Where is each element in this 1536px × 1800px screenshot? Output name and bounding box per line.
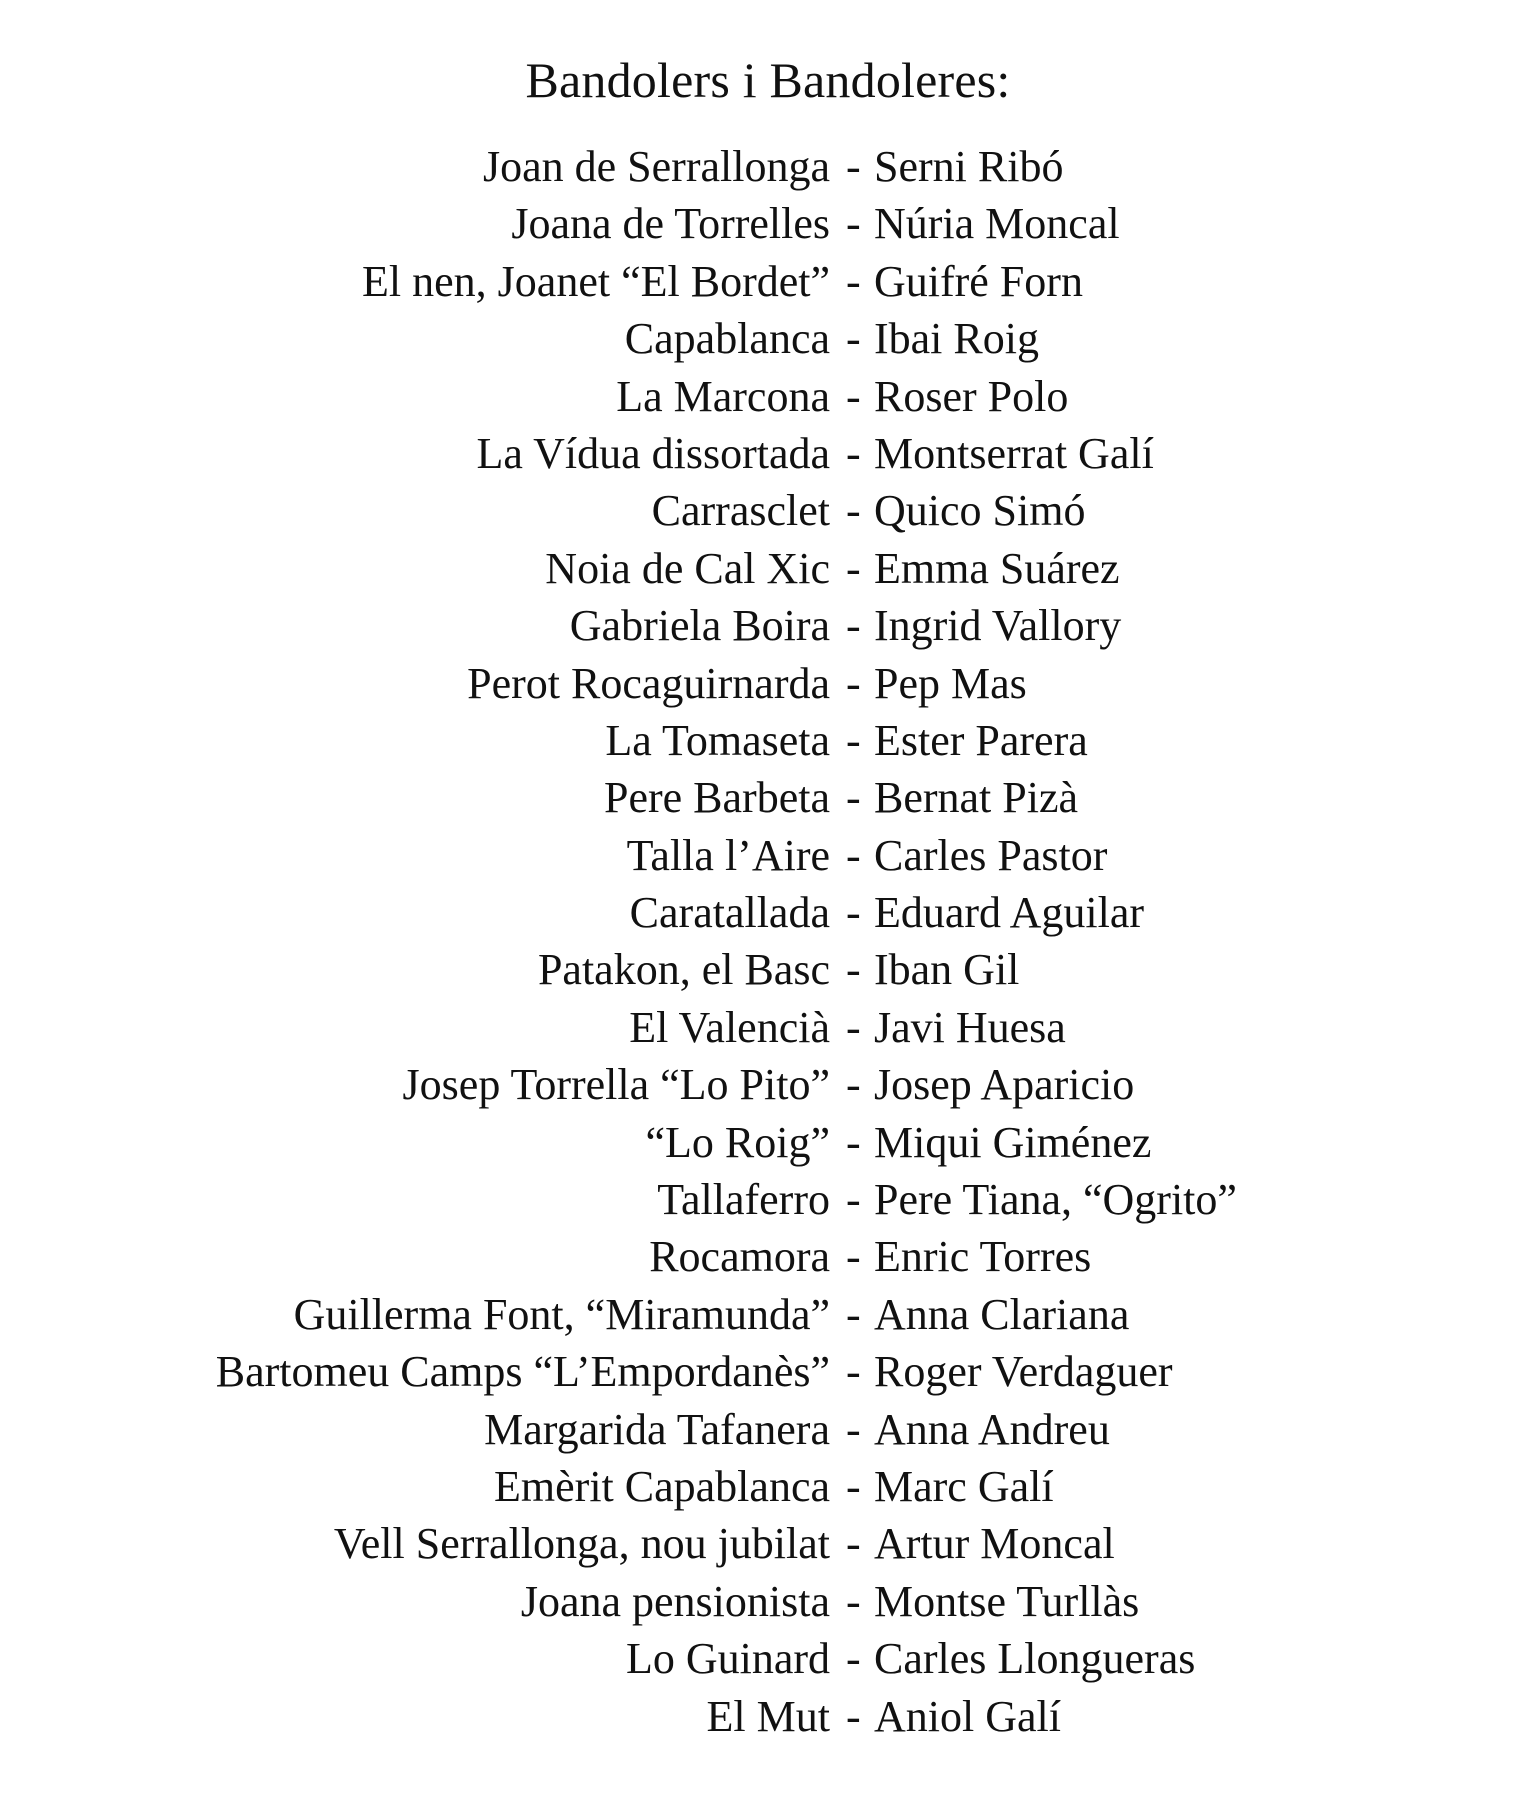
page-title: Bandolers i Bandoleres: (525, 52, 1011, 108)
actor-name: Pep Mas (874, 658, 1027, 708)
cast-row (0, 941, 1536, 998)
role-name: Tallaferro (657, 1175, 830, 1225)
actor-name: Ester Parera (874, 715, 1088, 765)
separator-dash: - (846, 314, 861, 364)
role-name: El Mut (706, 1691, 830, 1741)
separator-dash: - (846, 256, 861, 306)
separator-dash: - (846, 1576, 861, 1626)
actor-name: Serni Ribó (874, 142, 1064, 191)
actor-name: Montse Turllàs (874, 1576, 1140, 1626)
actor-name: Bernat Pizà (874, 773, 1079, 823)
actor-name: Enric Torres (874, 1232, 1092, 1282)
cast-row (0, 1286, 1536, 1343)
cast-row (0, 195, 1536, 252)
role-name: “Lo Roig” (645, 1117, 830, 1167)
cast-row (0, 482, 1536, 539)
actor-name: Iban Gil (874, 945, 1020, 995)
actor-name: Ibai Roig (874, 314, 1039, 364)
cast-row (0, 1343, 1536, 1400)
role-name: Talla l’Aire (626, 830, 830, 880)
cast-row (0, 884, 1536, 941)
cast-row (0, 1515, 1536, 1572)
actor-name: Anna Clariana (874, 1289, 1130, 1339)
actor-name: Carles Llongueras (874, 1634, 1196, 1684)
cast-row (0, 310, 1536, 367)
cast-row (0, 1056, 1536, 1113)
separator-dash: - (846, 601, 861, 651)
actor-name: Guifré Forn (874, 256, 1083, 306)
cast-row (0, 827, 1536, 884)
cast-row (0, 1573, 1536, 1630)
separator-dash: - (846, 1634, 861, 1684)
actor-name: Carles Pastor (874, 830, 1108, 880)
role-name: Bartomeu Camps “L’Empordanès” (215, 1347, 830, 1397)
actor-name: Montserrat Galí (874, 428, 1154, 478)
actor-name: Núria Moncal (874, 199, 1120, 249)
separator-dash: - (846, 888, 861, 938)
separator-dash: - (846, 543, 861, 593)
role-name: Lo Guinard (625, 1634, 830, 1684)
separator-dash: - (846, 1232, 861, 1282)
separator-dash: - (846, 371, 861, 421)
role-name: Joana pensionista (520, 1576, 830, 1626)
cast-row (0, 138, 1536, 195)
separator-dash: - (846, 658, 861, 708)
role-name: Emèrit Capablanca (494, 1461, 830, 1511)
separator-dash: - (846, 773, 861, 823)
actor-name: Artur Moncal (874, 1519, 1115, 1569)
cast-row (0, 597, 1536, 654)
cast-row (0, 1401, 1536, 1458)
role-name: Caratallada (629, 888, 830, 938)
separator-dash: - (846, 142, 861, 191)
separator-dash: - (846, 715, 861, 765)
actor-name: Josep Aparicio (874, 1060, 1135, 1110)
separator-dash: - (846, 1002, 861, 1052)
role-name: La Marcona (616, 371, 830, 421)
cast-row (0, 1458, 1536, 1515)
role-name: Joan de Serrallonga (483, 142, 830, 191)
actor-name: Roser Polo (874, 371, 1069, 421)
cast-row (0, 712, 1536, 769)
cast-row (0, 1114, 1536, 1171)
role-name: Noia de Cal Xic (545, 543, 830, 593)
cast-row (0, 1630, 1536, 1687)
role-name: Capablanca (624, 314, 830, 364)
separator-dash: - (846, 1175, 861, 1225)
separator-dash: - (846, 1117, 861, 1167)
role-name: Perot Rocaguirnarda (467, 658, 830, 708)
role-name: Margarida Tafanera (484, 1404, 830, 1454)
cast-row (0, 425, 1536, 482)
cast-row (0, 540, 1536, 597)
role-name: Josep Torrella “Lo Pito” (402, 1060, 830, 1110)
separator-dash: - (846, 199, 861, 249)
separator-dash: - (846, 1060, 861, 1110)
role-name: Carrasclet (651, 486, 830, 536)
cast-row (0, 1171, 1536, 1228)
role-name: Guillerma Font, “Miramunda” (293, 1289, 830, 1339)
role-name: El nen, Joanet “El Bordet” (362, 256, 830, 306)
actor-name: Ingrid Vallory (874, 601, 1122, 651)
actor-name: Anna Andreu (874, 1404, 1110, 1454)
role-name: La Tomaseta (605, 715, 830, 765)
role-name: La Vídua dissortada (476, 428, 830, 478)
role-name: Pere Barbeta (604, 773, 830, 823)
cast-row (0, 1228, 1536, 1285)
actor-name: Quico Simó (874, 486, 1086, 536)
actor-name: Marc Galí (874, 1461, 1054, 1511)
actor-name: Roger Verdaguer (874, 1347, 1173, 1397)
actor-name: Javi Huesa (874, 1002, 1066, 1052)
separator-dash: - (846, 1691, 861, 1741)
actor-name: Emma Suárez (874, 543, 1120, 593)
actor-name: Pere Tiana, “Ogrito” (874, 1175, 1237, 1225)
actor-name: Aniol Galí (874, 1691, 1061, 1741)
role-name: Vell Serrallonga, nou jubilat (333, 1519, 830, 1569)
cast-row (0, 368, 1536, 425)
role-name: Joana de Torrelles (511, 199, 830, 249)
cast-row (0, 1688, 1536, 1745)
role-name: Gabriela Boira (569, 601, 830, 651)
separator-dash: - (846, 1404, 861, 1454)
actor-name: Miqui Giménez (874, 1117, 1152, 1167)
separator-dash: - (846, 1347, 861, 1397)
cast-row (0, 769, 1536, 826)
cast-row (0, 253, 1536, 310)
role-name: Patakon, el Basc (537, 945, 830, 995)
separator-dash: - (846, 1289, 861, 1339)
separator-dash: - (846, 1519, 861, 1569)
actor-name: Eduard Aguilar (874, 888, 1145, 938)
separator-dash: - (846, 1461, 861, 1511)
separator-dash: - (846, 945, 861, 995)
role-name: Rocamora (649, 1232, 830, 1282)
separator-dash: - (846, 428, 861, 478)
cast-list (0, 138, 1536, 1745)
cast-row (0, 999, 1536, 1056)
separator-dash: - (846, 486, 861, 536)
role-name: El Valencià (629, 1002, 830, 1052)
cast-row (0, 655, 1536, 712)
separator-dash: - (846, 830, 861, 880)
